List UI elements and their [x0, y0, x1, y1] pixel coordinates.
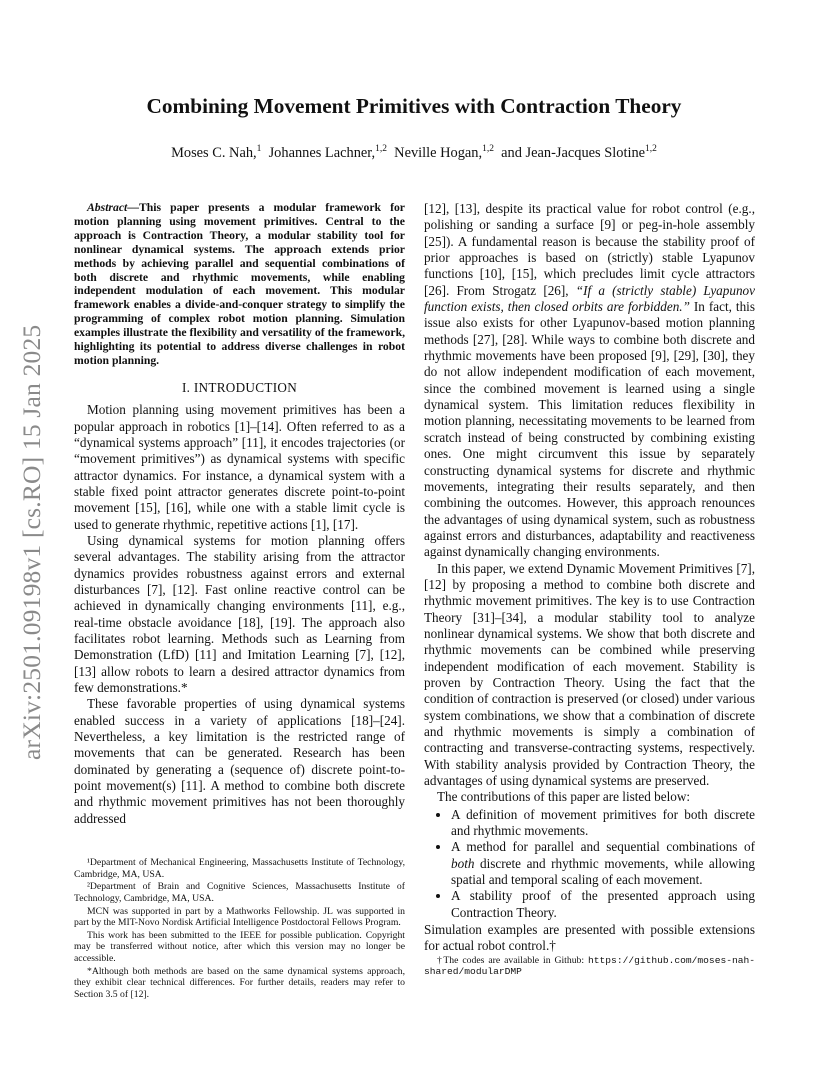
footnote-text: †The codes are available in Github:	[437, 954, 589, 966]
author-name: Johannes Lachner,	[268, 144, 376, 161]
arxiv-side-stamp: arXiv:2501.09198v1 [cs.RO] 15 Jan 2025	[17, 324, 46, 760]
body-text: In fact, this issue also exists for other Lyapunov-based motion planning methods [27], [28]. While ways to combine both discrete and rhythmic movements have been proposed [9], [29], [30], they do not allow independent modification of each movement, since the combined movement is learned using a single dynamical system. This limitation reduces flexibility in motion planning, necessitating movements to be learned from scratch instead of being constructed by combining existing ones. One might circumvent this issue by separately constructing dynamical systems for discrete and rhythmic movements, integrating their results separately, and then combining the outcomes. However, this approach renounces the advantages of using dynamical system, such as robustness against errors and disturbances, adaptability and reactiveness against dynamically changing environments.	[424, 299, 755, 560]
body-paragraph: Simulation examples are presented with possible extensions for actual robot control.†	[424, 922, 755, 954]
footnote: ²Department of Brain and Cognitive Sciences, Massachusetts Institute of Technology, Cambridge, MA, USA.	[74, 881, 405, 904]
author-list	[0, 144, 828, 162]
author-name: and Jean-Jacques Slotine	[501, 144, 646, 161]
list-item: • A stability proof of the presented approach using Contraction Theory.	[451, 888, 755, 921]
author-name: Moses C. Nah,	[171, 144, 257, 161]
abstract-dash: —	[127, 201, 139, 214]
footnotes	[74, 857, 405, 1000]
body-paragraph: In this paper, we extend Dynamic Movement Primitives [7], [12] by proposing a method to combine both discrete and rhythmic movement primitives. The key is to use Contraction Theory [31]–[34], a modular stability tool to analyze nonlinear dynamical systems. We show that both discrete and rhythmic movements can be combined while preserving independent modification of each movement. Stability is proven by Contraction Theory. Using the fact that the condition of contraction is preserved (or closed) under various system combinations, we show that a combination of discrete and rhythmic movements is simply a combination of contracting and transverse-contracting systems, respectively. With stability analysis provided by Contraction Theory, the advantages of using dynamical systems are preserved.	[424, 560, 755, 789]
code-link[interactable]: https://github.com/moses-nah-shared/modularDMP	[424, 954, 755, 978]
body-paragraph: Using dynamical systems for motion planning offers several advantages. The stability arising from the attractor dynamics provides robustness against errors and external disturbances [7], [12]. Fast online reactive control can be achieved in dynamically changing environments [11], e.g., real-time obstacle avoidance [18], [19]. The approach also facilitates robot learning. Methods such as Learning from Demonstration (LfD) [11] and Imitation Learning [7], [12], [13] allow robots to learn a desired attractor dynamics from few demonstrations.*	[74, 532, 405, 696]
body-paragraph: These favorable properties of using dynamical systems enabled success in a variety of applications [18]–[24]. Nevertheless, a key limitation is the restricted range of movements that can be generated. Research has been dominated by generating a (sequence of) discrete point-to-point movement(s) [11]. A method to combine both discrete and rhythmic movement primitives has not been thoroughly addressed	[74, 696, 405, 826]
section-heading: I. INTRODUCTION	[181, 379, 298, 395]
list-item: • A definition of movement primitives for both discrete and rhythmic movements.	[451, 807, 755, 840]
author-affiliation: 1,2	[375, 144, 387, 154]
left-column	[74, 201, 405, 1001]
footnote: *Although both methods are based on the same dynamical systems approach, they exhibit clear technical differences. For further details, readers may refer to Section 3.5 of [12].	[74, 965, 405, 1000]
body-paragraph: Motion planning using movement primitives has been a popular approach in robotics [1]–[14]. Often referred to as a “dynamical systems approach” [11], it encodes trajectories (or “movement primitives”) as dynamical systems with specific attractor dynamics. For instance, a dynamical system with a stable fixed point attractor generates discrete point-to-point movement [15], [16], while one with a stable limit cycle is used to generate rhythmic, repetitive actions [1], [17].	[74, 402, 405, 532]
contribution-list	[424, 807, 755, 921]
paper-title: Combining Movement Primitives with Contraction Theory	[146, 94, 682, 118]
body-paragraph: The contributions of this paper are listed below:	[437, 789, 691, 805]
abstract-label: Abstract	[87, 201, 128, 214]
body-text: [12], [13], despite its practical value for robot control (e.g., polishing or sanding a surface [9] or peg-in-hole assembly [25]). A fundamental reason is because the stability proof of prior approaches is based on (strictly) stable Lyapunov functions [10], [15], which precludes limit cycle attractors [26]. From Strogatz [26],	[424, 201, 755, 298]
list-item-text: discrete and rhythmic movements, while allowing spatial and temporal scaling of each movement.	[451, 855, 755, 888]
list-item	[451, 839, 755, 888]
footnote: This work has been submitted to the IEEE for possible publication. Copyright may be transferred without notice, after which this version may no longer be accessible.	[74, 929, 405, 964]
abstract	[74, 201, 405, 368]
right-column	[424, 201, 755, 978]
footnote: ¹Department of Mechanical Engineering, Massachusetts Institute of Technology, Cambridge, MA, USA.	[74, 857, 405, 880]
author-affiliation: 1,2	[645, 144, 657, 154]
emphasis-text: both	[451, 855, 475, 871]
author-name: Neville Hogan,	[394, 144, 483, 161]
body-paragraph	[424, 201, 755, 561]
footnote	[424, 955, 755, 978]
author-affiliation: 1,2	[482, 144, 494, 154]
list-item-text: A method for parallel and sequential combinations of	[451, 839, 755, 855]
abstract-text: This paper presents a modular framework for motion planning using movement primitives. Central to the approach is Contraction Theory, a modular stability tool for nonlinear dynamical systems. The approach extends prior methods by achieving parallel and sequential combinations of both discrete and rhythmic movements, while enabling independent modulation of each movement. This modular framework enables a divide-and-conquer strategy to simplify the programming of complex robot motion planning. Simulation examples illustrate the flexibility and versatility of the framework, highlighting its potential to address diverse challenges in robot motion planning.	[74, 201, 405, 367]
footnote: MCN was supported in part by a Mathworks Fellowship. JL was supported in part by the MIT-Novo Nordisk Artificial Intelligence Postdoctoral Fellows Program.	[74, 905, 405, 929]
quote-text: “If a (strictly stable) Lyapunov function exists, then closed orbits are forbidden.”	[424, 282, 756, 315]
author-affiliation: 1	[256, 144, 262, 154]
